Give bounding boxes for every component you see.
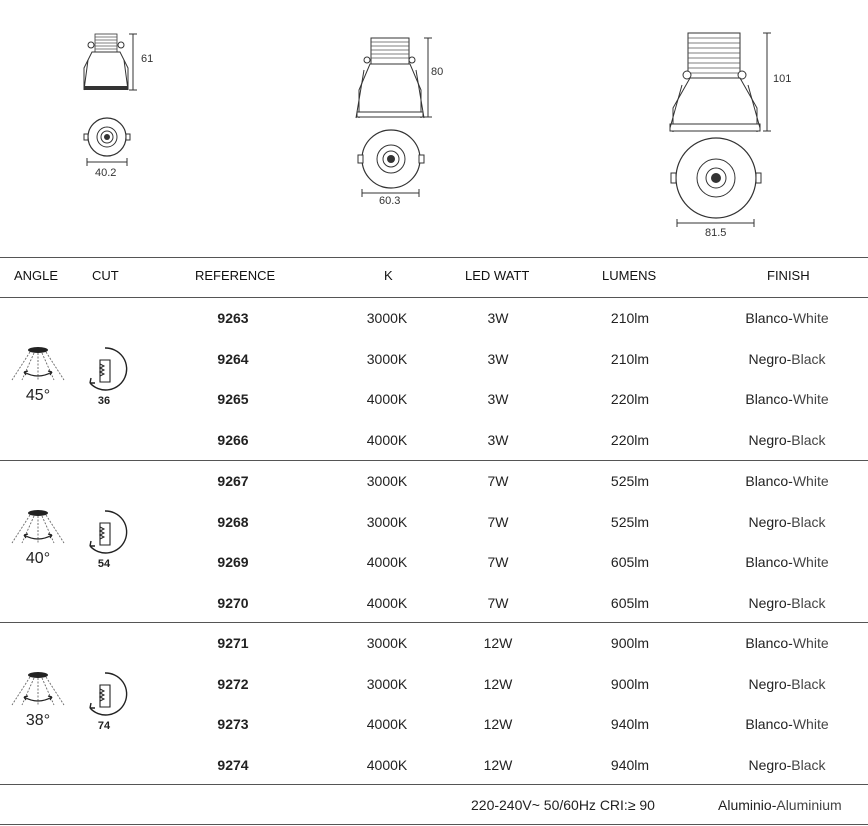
lumens-cell: 940lm [610, 716, 650, 732]
group-2-icons [0, 461, 140, 621]
finish-cell [697, 351, 868, 367]
reference-cell: 9264 [217, 350, 249, 367]
material-en: Aluminium [776, 797, 842, 813]
led-watt-cell: 3W [487, 431, 509, 448]
finish-es: Negro- [748, 431, 792, 448]
led-watt-cell: 3W [487, 350, 509, 367]
footer-material [718, 797, 842, 813]
finish-en: Black [791, 350, 826, 367]
color-temperature-cell: 3000K [366, 675, 408, 692]
finish-es: Negro- [748, 594, 792, 611]
beam-angle-icon [8, 346, 68, 388]
reference-cell: 9274 [217, 756, 249, 773]
finish-en: Black [791, 513, 826, 530]
cut-size: 54 [97, 558, 111, 570]
width-small: 40.2 [95, 167, 117, 179]
finish-es: Negro- [748, 350, 792, 367]
reference-cell: 9265 [217, 391, 249, 407]
finish-es: Negro- [748, 513, 792, 530]
finish-en: White [792, 554, 829, 570]
finish-cell [697, 310, 868, 326]
finish-en: White [792, 391, 829, 407]
color-temperature-cell: 3000K [366, 310, 408, 326]
color-temperature-cell: 3000K [366, 513, 408, 530]
finish-en: White [792, 310, 829, 326]
reference-cell: 9267 [217, 473, 249, 489]
color-temperature-cell: 4000K [366, 391, 408, 407]
lumens-cell: 940lm [610, 756, 650, 773]
lumens-cell: 210lm [610, 350, 650, 367]
reference-cell: 9271 [217, 635, 249, 651]
material-es: Aluminio- [718, 797, 777, 813]
lumens-cell: 605lm [610, 554, 650, 570]
finish-en: Black [791, 594, 826, 611]
finish-cell [697, 676, 868, 692]
group-rule-3 [0, 784, 868, 785]
cut-size: 36 [97, 395, 111, 407]
header-cut: CUT [92, 268, 119, 283]
header-led-watt: LED WATT [465, 268, 530, 283]
group-3-icons [0, 623, 140, 783]
led-watt-cell: 7W [487, 554, 509, 570]
finish-en: Black [791, 431, 826, 448]
reference-cell: 9272 [217, 675, 249, 692]
finish-cell [697, 473, 868, 489]
finish-en: White [792, 473, 829, 489]
reference-cell: 9266 [217, 431, 249, 448]
reference-cell: 9268 [217, 513, 249, 530]
lumens-cell: 900lm [610, 675, 650, 692]
led-watt-cell: 12W [483, 675, 513, 692]
led-watt-cell: 12W [483, 756, 513, 773]
led-watt-cell: 3W [487, 310, 509, 326]
finish-cell [697, 514, 868, 530]
width-large: 81.5 [705, 227, 727, 239]
reference-cell: 9263 [217, 310, 249, 326]
height-medium: 80 [431, 66, 444, 78]
lumens-cell: 605lm [610, 594, 650, 611]
header-finish: FINISH [767, 268, 810, 283]
lumens-cell: 525lm [610, 513, 650, 530]
lumens-cell: 525lm [610, 473, 650, 489]
beam-angle-icon [8, 671, 68, 713]
drawing-small [84, 34, 153, 179]
footer-specs: 220-240V~ 50/60Hz CRI:≥ 90 [471, 797, 655, 813]
finish-en: Black [791, 756, 826, 773]
finish-en: White [792, 635, 829, 651]
led-watt-cell: 7W [487, 473, 509, 489]
beam-angle: 38° [25, 712, 51, 729]
height-large: 101 [773, 73, 792, 85]
beam-angle: 40° [25, 550, 51, 567]
color-temperature-cell: 3000K [366, 635, 408, 651]
beam-angle: 45° [25, 387, 51, 404]
color-temperature-cell: 3000K [366, 473, 408, 489]
finish-es: Blanco- [745, 635, 793, 651]
finish-en: White [792, 716, 829, 732]
led-watt-cell: 12W [483, 716, 513, 732]
drawing-large [670, 33, 791, 239]
reference-cell: 9273 [217, 716, 249, 732]
lumens-cell: 220lm [610, 391, 650, 407]
color-temperature-cell: 3000K [366, 350, 408, 367]
finish-es: Negro- [748, 675, 792, 692]
finish-es: Blanco- [745, 716, 793, 732]
led-watt-cell: 7W [487, 513, 509, 530]
finish-es: Blanco- [745, 473, 793, 489]
cut-out-icon [82, 509, 128, 555]
cut-out-icon [82, 346, 128, 392]
led-watt-cell: 3W [487, 391, 509, 407]
finish-cell [697, 716, 868, 732]
header-reference: REFERENCE [195, 268, 276, 283]
header-lumens: LUMENS [602, 268, 657, 283]
reference-cell: 9270 [217, 594, 249, 611]
group-1-icons [0, 298, 140, 458]
table-top-rule [0, 257, 868, 258]
finish-es: Blanco- [745, 554, 793, 570]
header-angle: ANGLE [14, 268, 59, 283]
finish-es: Blanco- [745, 391, 793, 407]
lumens-cell: 220lm [610, 431, 650, 448]
color-temperature-cell: 4000K [366, 431, 408, 448]
led-watt-cell: 7W [487, 594, 509, 611]
technical-drawings [0, 0, 868, 258]
finish-cell [697, 757, 868, 773]
lumens-cell: 210lm [610, 310, 650, 326]
height-small: 61 [141, 53, 154, 65]
led-watt-cell: 12W [483, 635, 513, 651]
cut-size: 74 [97, 720, 111, 732]
finish-cell [697, 432, 868, 448]
header-k: K [384, 268, 393, 283]
drawing-medium [356, 38, 443, 207]
finish-es: Blanco- [745, 310, 793, 326]
color-temperature-cell: 4000K [366, 756, 408, 773]
finish-cell [697, 635, 868, 651]
table-bottom-rule [0, 824, 868, 825]
finish-cell [697, 391, 868, 407]
color-temperature-cell: 4000K [366, 716, 408, 732]
reference-cell: 9269 [217, 554, 249, 570]
beam-angle-icon [8, 509, 68, 551]
width-medium: 60.3 [379, 195, 401, 207]
color-temperature-cell: 4000K [366, 594, 408, 611]
cut-out-icon [82, 671, 128, 717]
finish-en: Black [791, 675, 826, 692]
finish-cell [697, 595, 868, 611]
lumens-cell: 900lm [610, 635, 650, 651]
color-temperature-cell: 4000K [366, 554, 408, 570]
finish-cell [697, 554, 868, 570]
finish-es: Negro- [748, 756, 792, 773]
